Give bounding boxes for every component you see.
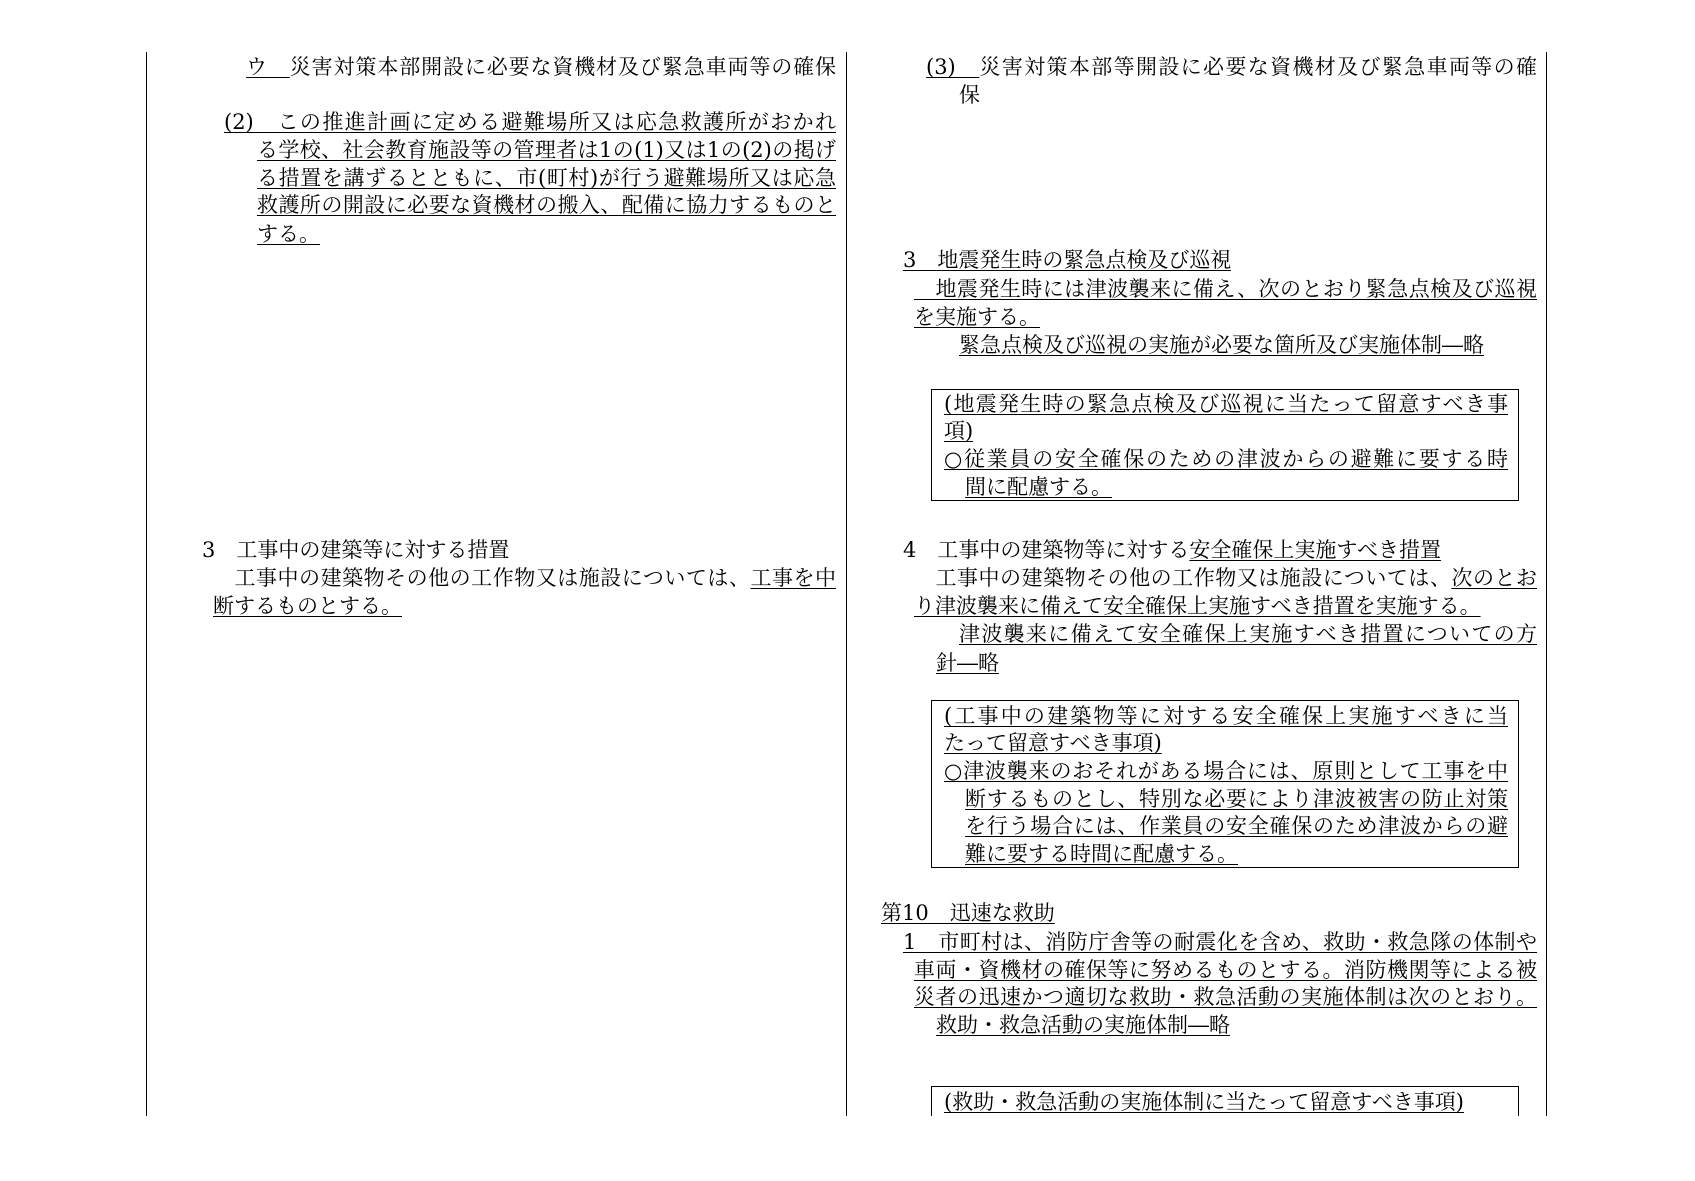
right-section-4-line: り津波襲来に備えて安全確保上実施すべき措置を実施する。 (914, 594, 1481, 618)
right-item-3 (926, 53, 1537, 81)
table-left-border (146, 52, 147, 1116)
right-section-3-line: 地震発生時には津波襲来に備え、次のとおり緊急点検及び巡視 (914, 277, 1537, 301)
left-item-2-line: する。 (257, 222, 320, 246)
right-section-3-line: 緊急点検及び巡視の実施が必要な箇所及び実施体制―略 (959, 333, 1484, 357)
right-section-10-line: 1 市町村は、消防庁舎等の耐震化を含め、救助・救急隊の体制や (903, 930, 1537, 954)
note-line: 項) (944, 419, 974, 443)
table-right-border (1546, 52, 1547, 1116)
note-line: ○津波襲来のおそれがある場合には、原則として工事を中 (944, 759, 1508, 783)
note-line: ○従業員の安全確保のための津波からの避難に要する時 (944, 447, 1508, 471)
left-item-2-line: 救護所の開設に必要な資機材の搬入、配備に協力するものと (257, 193, 836, 217)
right-section-4-heading (903, 536, 1441, 564)
right-section-4-heading-underlined: 安全確保上実施すべき措置 (1189, 538, 1441, 562)
right-item-3-label: (3) (926, 55, 980, 79)
right-section-4-underlined: 次のとお (1451, 566, 1537, 590)
right-section-4-line: 針―略 (936, 651, 999, 675)
right-section-3-heading: 3 地震発生時の緊急点検及び巡視 (903, 248, 1232, 272)
note-line: を行う場合には、作業員の安全確保のため津波からの避 (965, 814, 1508, 838)
right-section-10-line: 災者の迅速かつ適切な救助・救急活動の実施体制は次のとおり。 (914, 985, 1537, 1009)
left-section-3-text: 工事中の建築物その他の工作物又は施設については、 (213, 566, 751, 590)
right-section-4-text: 工事中の建築物その他の工作物又は施設については、 (914, 566, 1452, 590)
right-section-10-line: 救助・救急活動の実施体制―略 (936, 1013, 1230, 1037)
left-item-u-label: ウ (246, 55, 290, 79)
left-item-u (246, 53, 836, 81)
note-line: 断するものとし、特別な必要により津波被害の防止対策 (965, 787, 1508, 811)
right-section-10-heading: 第10 迅速な救助 (881, 901, 1055, 925)
note-line: (工事中の建築物等に対する安全確保上実施すべきに当 (944, 704, 1508, 728)
column-divider (846, 52, 847, 1116)
left-item-2-line: (2) この推進計画に定める避難場所又は応急救護所がおかれ (224, 110, 836, 134)
left-section-3-heading: 3 工事中の建築等に対する措置 (202, 538, 510, 562)
right-section-3-line: を実施する。 (914, 305, 1040, 329)
left-section-3-underlined: 工事を中 (750, 566, 836, 590)
right-section-4-line: 津波襲来に備えて安全確保上実施すべき措置についての方 (959, 622, 1537, 646)
note-line: (救助・救急活動の実施体制に当たって留意すべき事項) (944, 1090, 1464, 1114)
right-section-4-line (914, 564, 1537, 592)
right-section-10-line: 車両・資機材の確保等に努めるものとする。消防機関等による被 (914, 958, 1537, 982)
left-section-3-line: 断するものとする。 (213, 594, 402, 618)
note-line: 難に要する時間に配慮する。 (965, 842, 1238, 866)
left-item-2-line: る学校、社会教育施設等の管理者は1の(1)又は1の(2)の掲げ (257, 138, 836, 162)
left-item-u-text: 災害対策本部開設に必要な資機材及び緊急車両等の確保 (289, 55, 836, 79)
right-item-3-cont: 保 (959, 83, 980, 107)
left-item-2-line: る措置を講ずるとともに、市(町村)が行う避難場所又は応急 (257, 166, 836, 190)
left-section-3-line (213, 564, 836, 592)
right-item-3-text: 災害対策本部等開設に必要な資機材及び緊急車両等の確 (979, 55, 1537, 79)
right-section-4-heading-text: 4 工事中の建築物等に対する (903, 538, 1190, 562)
note-line: たって留意すべき事項) (944, 731, 1162, 755)
note-line: (地震発生時の緊急点検及び巡視に当たって留意すべき事 (944, 392, 1508, 416)
note-line: 間に配慮する。 (965, 475, 1112, 499)
